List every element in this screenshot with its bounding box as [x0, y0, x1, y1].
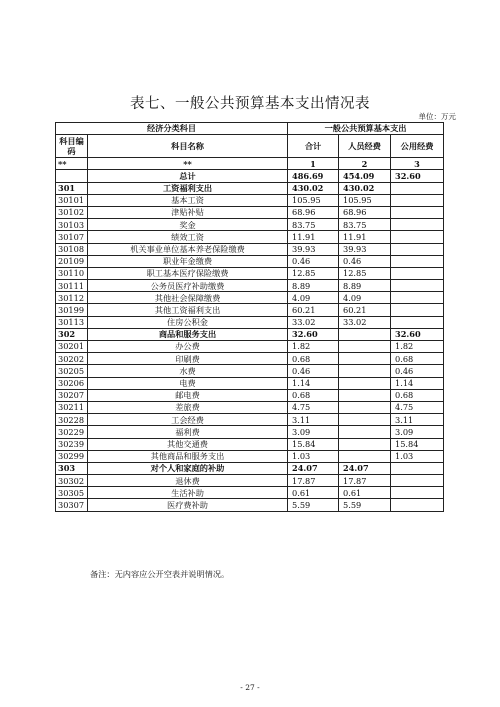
table-body: [56, 170, 444, 511]
row-name: 退休费: [88, 475, 288, 487]
row-total: 11.91: [288, 231, 339, 243]
row-code: 30207: [56, 389, 88, 401]
row-name: 生活补助: [88, 487, 288, 499]
row-total: 4.09: [288, 292, 339, 304]
row-name: 机关事业单位基本养老保险缴费: [88, 243, 288, 255]
row-personnel: 5.59: [339, 499, 391, 511]
row-public: [391, 206, 444, 218]
row-code: 20109: [56, 255, 88, 267]
row-code: 30102: [56, 206, 88, 218]
row-name: 其他社会保障缴费: [88, 292, 288, 304]
row-code: 30201: [56, 341, 88, 353]
section-row: [56, 328, 444, 340]
row-public: [391, 280, 444, 292]
section-code: 303: [56, 462, 88, 474]
row-total: 3.09: [288, 426, 339, 438]
table-row: [56, 377, 444, 389]
row-code: 30229: [56, 426, 88, 438]
row-public: 15.84: [391, 438, 444, 450]
row-personnel: [339, 365, 391, 377]
row-code: 30103: [56, 219, 88, 231]
row-public: [391, 194, 444, 206]
section-row: [56, 182, 444, 194]
row-personnel: 12.85: [339, 267, 391, 279]
section-public: 32.60: [391, 328, 444, 340]
header-total: 合计: [288, 135, 339, 158]
table-row: [56, 341, 444, 353]
row-name: 职工基本医疗保险缴费: [88, 267, 288, 279]
table-row: [56, 365, 444, 377]
table-row: [56, 389, 444, 401]
row-name: 住房公积金: [88, 316, 288, 328]
section-public: [391, 182, 444, 194]
row-total: 0.46: [288, 365, 339, 377]
row-total: 4.75: [288, 401, 339, 413]
table-row: [56, 438, 444, 450]
row-public: 3.09: [391, 426, 444, 438]
row-code: 30107: [56, 231, 88, 243]
table-row: [56, 267, 444, 279]
header-name: 科目名称: [88, 135, 288, 158]
row-name: 差旅费: [88, 401, 288, 413]
row-personnel: [339, 401, 391, 413]
header-code: 科目编码: [56, 135, 88, 158]
table-row: [56, 219, 444, 231]
row-personnel: [339, 353, 391, 365]
row-code: 30307: [56, 499, 88, 511]
header-group-economic-classification: 经济分类科目: [56, 123, 288, 135]
section-total: 24.07: [288, 462, 339, 474]
row-public: 1.14: [391, 377, 444, 389]
table-row: [56, 255, 444, 267]
row-total: 33.02: [288, 316, 339, 328]
page-title: 表七、一般公共预算基本支出情况表: [130, 96, 370, 112]
index-total: 1: [288, 158, 339, 170]
row-personnel: [339, 341, 391, 353]
row-public: 0.46: [391, 365, 444, 377]
row-code: 30199: [56, 304, 88, 316]
row-total: 1.03: [288, 450, 339, 462]
header-personnel: 人员经费: [339, 135, 391, 158]
row-personnel: 11.91: [339, 231, 391, 243]
table-row: [56, 450, 444, 462]
section-personnel: [339, 328, 391, 340]
section-total: 32.60: [288, 328, 339, 340]
section-row: [56, 462, 444, 474]
row-name: 福利费: [88, 426, 288, 438]
row-public: 0.68: [391, 353, 444, 365]
row-personnel: 33.02: [339, 316, 391, 328]
row-total: 0.68: [288, 353, 339, 365]
row-total: 1.14: [288, 377, 339, 389]
row-personnel: 8.89: [339, 280, 391, 292]
row-name: 职业年金缴费: [88, 255, 288, 267]
row-public: 3.11: [391, 414, 444, 426]
row-name: 邮电费: [88, 389, 288, 401]
page-number: - 27 -: [240, 683, 260, 692]
table-row: [56, 194, 444, 206]
row-personnel: [339, 389, 391, 401]
row-name: 其他交通费: [88, 438, 288, 450]
row-public: [391, 292, 444, 304]
row-code: 30205: [56, 365, 88, 377]
row-total: 12.85: [288, 267, 339, 279]
row-name: 电费: [88, 377, 288, 389]
row-name: 绩效工资: [88, 231, 288, 243]
index-public: 3: [391, 158, 444, 170]
row-code: 30113: [56, 316, 88, 328]
row-name: 印刷费: [88, 353, 288, 365]
row-personnel: 105.95: [339, 194, 391, 206]
section-personnel: 24.07: [339, 462, 391, 474]
row-code: 30302: [56, 475, 88, 487]
row-public: 0.68: [391, 389, 444, 401]
star-code: **: [56, 158, 88, 170]
row-total: 83.75: [288, 219, 339, 231]
table-row: [56, 487, 444, 499]
row-name: 办公费: [88, 341, 288, 353]
row-name: 津贴补贴: [88, 206, 288, 218]
row-public: 4.75: [391, 401, 444, 413]
row-public: [391, 487, 444, 499]
row-name: 其他商品和服务支出: [88, 450, 288, 462]
row-total: 60.21: [288, 304, 339, 316]
row-name: 工会经费: [88, 414, 288, 426]
table-row: [56, 280, 444, 292]
row-code: 30305: [56, 487, 88, 499]
star-name: **: [88, 158, 288, 170]
row-code: 30108: [56, 243, 88, 255]
row-total: 68.96: [288, 206, 339, 218]
total-label: 总计: [88, 170, 288, 182]
budget-table: [55, 122, 444, 512]
total-total: 486.69: [288, 170, 339, 182]
row-code: 30110: [56, 267, 88, 279]
row-personnel: [339, 426, 391, 438]
table-row: [56, 499, 444, 511]
row-public: [391, 231, 444, 243]
row-total: 105.95: [288, 194, 339, 206]
row-total: 0.46: [288, 255, 339, 267]
row-code: 30211: [56, 401, 88, 413]
row-personnel: 68.96: [339, 206, 391, 218]
table-row: [56, 304, 444, 316]
row-personnel: [339, 450, 391, 462]
row-public: [391, 475, 444, 487]
row-code: 30299: [56, 450, 88, 462]
row-personnel: 4.09: [339, 292, 391, 304]
header-public: 公用经费: [391, 135, 444, 158]
row-name: 医疗费补助: [88, 499, 288, 511]
row-public: [391, 219, 444, 231]
row-total: 15.84: [288, 438, 339, 450]
unit-label: 单位：万元: [418, 112, 456, 121]
row-name: 公务员医疗补助缴费: [88, 280, 288, 292]
table-row: [56, 231, 444, 243]
row-personnel: 39.93: [339, 243, 391, 255]
row-personnel: 60.21: [339, 304, 391, 316]
footnote: 备注：无内容应公开空表并说明情况。: [90, 569, 230, 579]
table-row: [56, 414, 444, 426]
section-name: 商品和服务支出: [88, 328, 288, 340]
section-name: 工资福利支出: [88, 182, 288, 194]
row-total: 39.93: [288, 243, 339, 255]
section-code: 301: [56, 182, 88, 194]
row-total: 0.68: [288, 389, 339, 401]
table-row: [56, 292, 444, 304]
table-row: [56, 475, 444, 487]
total-public: 32.60: [391, 170, 444, 182]
row-name: 其他工资福利支出: [88, 304, 288, 316]
row-public: [391, 243, 444, 255]
table-row: [56, 316, 444, 328]
section-personnel: 430.02: [339, 182, 391, 194]
row-total: 8.89: [288, 280, 339, 292]
table-row: [56, 353, 444, 365]
total-personnel: 454.09: [339, 170, 391, 182]
row-personnel: 0.61: [339, 487, 391, 499]
row-public: [391, 267, 444, 279]
section-public: [391, 462, 444, 474]
row-code: 30101: [56, 194, 88, 206]
row-total: 3.11: [288, 414, 339, 426]
row-personnel: 83.75: [339, 219, 391, 231]
row-public: [391, 499, 444, 511]
row-name: 基本工资: [88, 194, 288, 206]
table-row: [56, 426, 444, 438]
table-row: [56, 401, 444, 413]
row-total: 5.59: [288, 499, 339, 511]
row-name: 奖金: [88, 219, 288, 231]
total-row: [56, 170, 444, 182]
table-row: [56, 206, 444, 218]
row-code: 30202: [56, 353, 88, 365]
row-total: 0.61: [288, 487, 339, 499]
row-code: 30239: [56, 438, 88, 450]
row-public: 1.82: [391, 341, 444, 353]
row-public: [391, 304, 444, 316]
row-total: 17.87: [288, 475, 339, 487]
row-code: 30111: [56, 280, 88, 292]
row-public: 1.03: [391, 450, 444, 462]
table-row: [56, 243, 444, 255]
row-personnel: [339, 414, 391, 426]
section-total: 430.02: [288, 182, 339, 194]
row-public: [391, 255, 444, 267]
row-personnel: [339, 438, 391, 450]
row-public: [391, 316, 444, 328]
row-total: 1.82: [288, 341, 339, 353]
row-personnel: [339, 377, 391, 389]
row-name: 水费: [88, 365, 288, 377]
row-code: 30206: [56, 377, 88, 389]
index-personnel: 2: [339, 158, 391, 170]
row-code: 30228: [56, 414, 88, 426]
row-personnel: 0.46: [339, 255, 391, 267]
header-group-general-budget: 一般公共预算基本支出: [288, 123, 444, 135]
row-code: 30112: [56, 292, 88, 304]
section-code: 302: [56, 328, 88, 340]
section-name: 对个人和家庭的补助: [88, 462, 288, 474]
row-personnel: 17.87: [339, 475, 391, 487]
total-code: [56, 170, 88, 182]
